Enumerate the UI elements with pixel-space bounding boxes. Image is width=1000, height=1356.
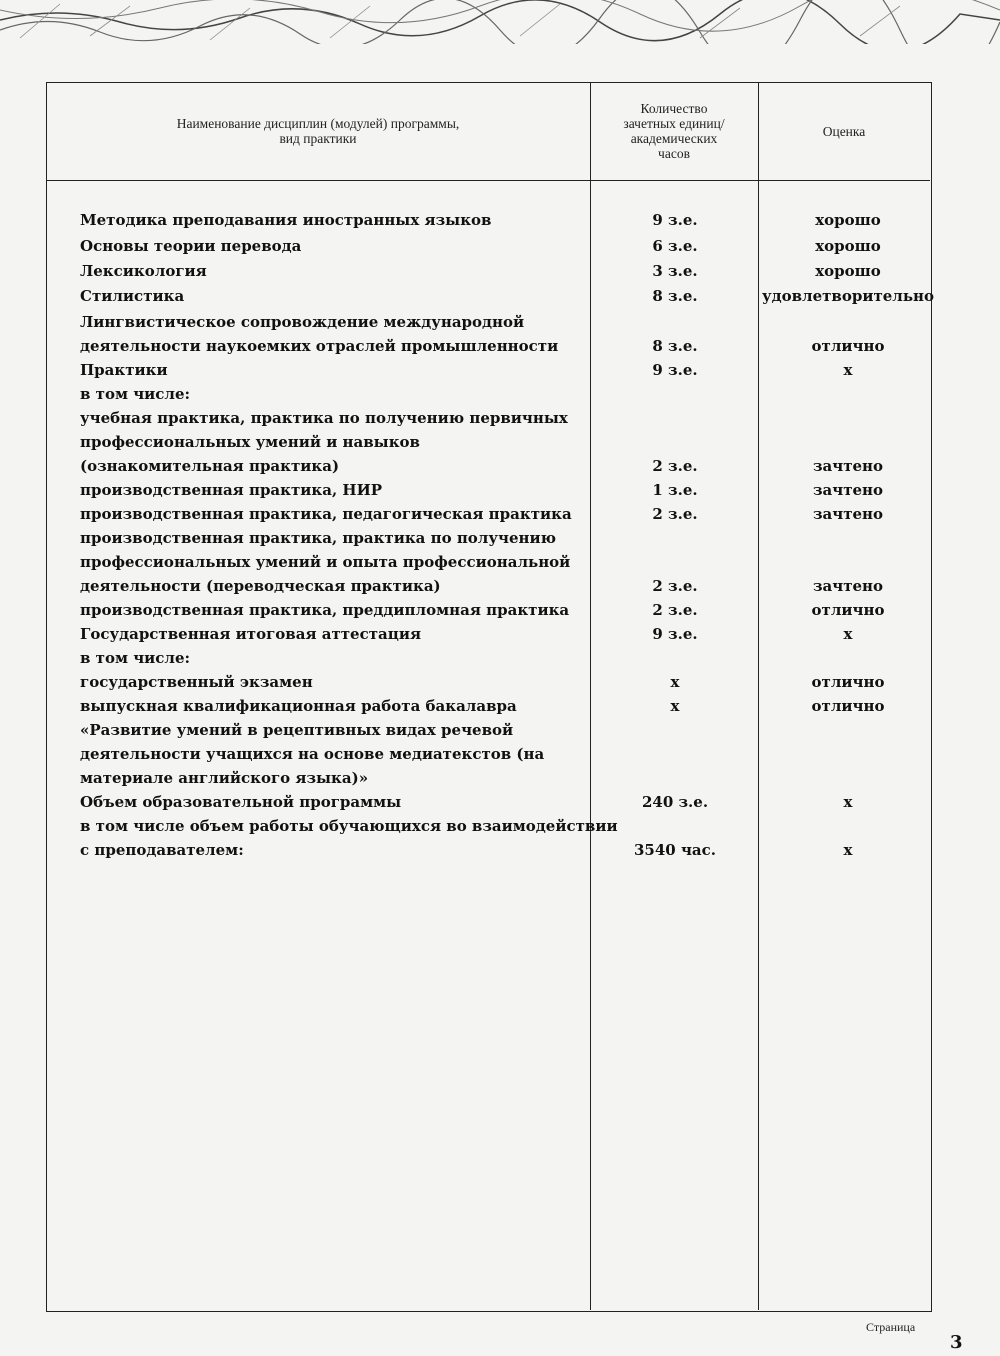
discipline-name: в том числе объем работы обучающихся во взаимодействии [80,817,618,835]
discipline-name: Стилистика [80,287,185,305]
grade-value: зачтено [812,481,884,499]
grade-value: отлично [811,697,885,715]
page-number: 3 [950,1332,963,1353]
discipline-name: деятельности (переводческая практика) [80,577,441,595]
credit-value: 2 з.е. [652,601,698,619]
discipline-name: Лексикология [80,262,207,280]
grade-value: отлично [811,673,885,691]
discipline-name: Практики [80,361,168,379]
header-grade: Оценка [822,123,866,139]
credit-value: x [670,697,680,715]
credit-value: 2 з.е. [652,457,698,475]
credit-value: 3 з.е. [652,262,698,280]
credit-value: 8 з.е. [652,337,698,355]
discipline-name: Объем образовательной программы [80,793,402,811]
discipline-name: деятельности учащихся на основе медиатекстов (на [80,745,545,763]
discipline-name: деятельности наукоемких отраслей промышленности [80,337,559,355]
credit-value: 2 з.е. [652,505,698,523]
discipline-name: производственная практика, педагогическая практика [80,505,572,523]
grade-value: зачтено [812,577,884,595]
discipline-name: материале английского языка)» [80,769,369,787]
credit-value: 9 з.е. [652,361,698,379]
grade-value: хорошо [815,237,881,255]
grade-value: x [843,793,853,811]
grade-value: удовлетворительно [761,287,935,305]
credit-value: 6 з.е. [652,237,698,255]
discipline-name: (ознакомительная практика) [80,457,340,475]
header-discipline: Наименование дисциплин (модулей) программы, вид практики [176,116,460,146]
discipline-name: в том числе: [80,385,191,403]
discipline-name: производственная практика, практика по получению [80,529,556,547]
grade-value: x [843,841,853,859]
discipline-name: учебная практика, практика по получению первичных [80,409,568,427]
credit-value: 9 з.е. [652,211,698,229]
grade-value: отлично [811,337,885,355]
discipline-name: Основы теории перевода [80,237,302,255]
grade-value: хорошо [815,211,881,229]
grade-value: x [843,625,853,643]
discipline-name: профессиональных умений и опыта профессиональной [80,553,571,571]
discipline-name: в том числе: [80,649,191,667]
discipline-name: «Развитие умений в рецептивных видах речевой [80,721,514,739]
grade-value: хорошо [815,262,881,280]
discipline-name: Лингвистическое сопровождение международной [80,313,525,331]
discipline-name: производственная практика, преддипломная практика [80,601,570,619]
credit-value: 3540 час. [633,841,717,859]
header-credits: Количество зачетных единиц/ академических часов [623,101,725,161]
discipline-name: профессиональных умений и навыков [80,433,420,451]
grade-value: x [843,361,853,379]
discipline-name: Методика преподавания иностранных языков [80,211,492,229]
credit-value: 1 з.е. [652,481,698,499]
discipline-name: государственный экзамен [80,673,313,691]
grade-value: отлично [811,601,885,619]
discipline-name: Государственная итоговая аттестация [80,625,422,643]
credit-value: 2 з.е. [652,577,698,595]
credit-value: 9 з.е. [652,625,698,643]
credit-value: 8 з.е. [652,287,698,305]
credit-value: 240 з.е. [641,793,709,811]
grade-value: зачтено [812,457,884,475]
credit-value: x [670,673,680,691]
discipline-name: с преподавателем: [80,841,244,859]
grade-value: зачтено [812,505,884,523]
discipline-name: производственная практика, НИР [80,481,383,499]
page-label: Страница [866,1320,916,1334]
discipline-name: выпускная квалификационная работа бакалавра [80,697,517,715]
